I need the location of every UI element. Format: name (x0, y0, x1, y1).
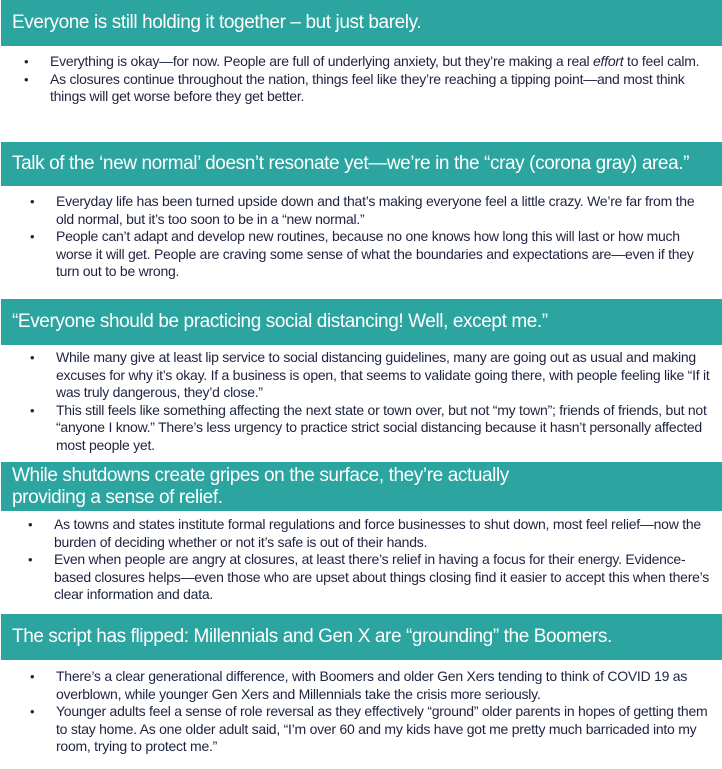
bullet-list (6, 193, 714, 281)
section-heading-text: Talk of the ‘new normal’ doesn’t resonate yet—we’re in the “cray (corona gray) area.” (12, 153, 690, 174)
bullet-icon: • (24, 71, 29, 87)
list-item-text: As towns and states institute formal regulations and force businesses to shut down, most feel relief—now the burden of deciding whether or not it’s safe is out of their hands. (54, 516, 701, 550)
section-heading-line: providing a sense of relief. (12, 486, 223, 508)
section-heading-text: “Everyone should be practicing social distancing! Well, except me.” (12, 311, 548, 332)
section-heading-line: While shutdowns create gripes on the surface, they’re actually (12, 464, 509, 486)
list-item-text: There’s a clear generational difference, with Boomers and older Gen Xers tending to think of COVID 19 as overblown, while younger Gen Xers and Millennials take the crisis more seriously. (56, 668, 688, 702)
bullet-list (4, 516, 714, 604)
bullet-icon: • (28, 552, 33, 568)
emphasis-text: effort (593, 53, 624, 69)
list-item-text: This still feels like something affecting the next state or town over, but not “my town”; friends of friends, but not “anyone I know.” There’s less urgency to practice strict social distancing because it hasn’t personally affected most people yet. (56, 401, 707, 453)
list-item-text: As closures continue throughout the nation, things feel like they’re reaching a tipping point—and most think things will get worse before they get better. (50, 70, 685, 105)
list-item (4, 516, 714, 551)
list-item (6, 349, 714, 402)
section-heading (1, 462, 722, 511)
bullet-icon: • (30, 350, 35, 365)
list-item (6, 193, 714, 228)
list-item (6, 668, 714, 703)
list-item (6, 228, 714, 281)
section-heading-text: The script has flipped: Millennials and Gen X are “grounding” the Boomers. (12, 626, 612, 647)
section-heading (1, 614, 722, 660)
bullet-list (6, 349, 714, 455)
bullet-icon: • (30, 704, 35, 720)
bullet-list (6, 668, 714, 756)
list-item-text: to feel calm. (623, 53, 700, 69)
bullet-icon: • (24, 54, 29, 69)
bullet-icon: • (30, 194, 35, 209)
section-heading-text: Everyone is still holding it together – but just barely. (12, 12, 422, 33)
list-item-text: Everyday life has been turned upside down and that’s making everyone feel a little crazy. We’re far from the old normal, but it’s too soon to be in a “new normal.” (56, 193, 695, 227)
list-item (6, 402, 714, 455)
section-heading (1, 0, 722, 46)
section-heading (1, 299, 722, 345)
list-item (4, 551, 714, 604)
bullet-icon: • (30, 402, 35, 418)
bullet-list (0, 53, 714, 106)
list-item (0, 53, 714, 71)
bullet-icon: • (30, 669, 35, 684)
bullet-icon: • (28, 517, 33, 532)
list-item-text: People can’t adapt and develop new routines, because no one knows how long this will last or how much worse it will get. People are craving some sense of what the boundaries and expectations are—even if they turn out to be wrong. (56, 228, 694, 280)
bullet-icon: • (30, 229, 35, 245)
list-item (0, 71, 714, 106)
list-item (6, 703, 714, 756)
list-item-text: Even when people are angry at closures, at least there’s relief in having a focus for their energy. Evidence-based closures helps—even those who are upset about things closing find it easier to accept this when there’s clear information and data. (54, 551, 710, 603)
list-item-text: Everything is okay—for now. People are full of underlying anxiety, but they’re making a real (50, 53, 594, 69)
list-item-text: Younger adults feel a sense of role reversal as they effectively “ground” older parents in hopes of getting them to stay home. As one older adult said, “I’m over 60 and my kids have got me pretty much barricaded into my room, trying to protect me.” (56, 703, 708, 755)
section-heading (1, 142, 722, 186)
list-item-text: While many give at least lip service to social distancing guidelines, many are going out as usual and making excuses for why it’s okay. If a business is open, that seems to validate going there, with people feeling like “If it was truly dangerous, they’d close.” (56, 349, 710, 401)
